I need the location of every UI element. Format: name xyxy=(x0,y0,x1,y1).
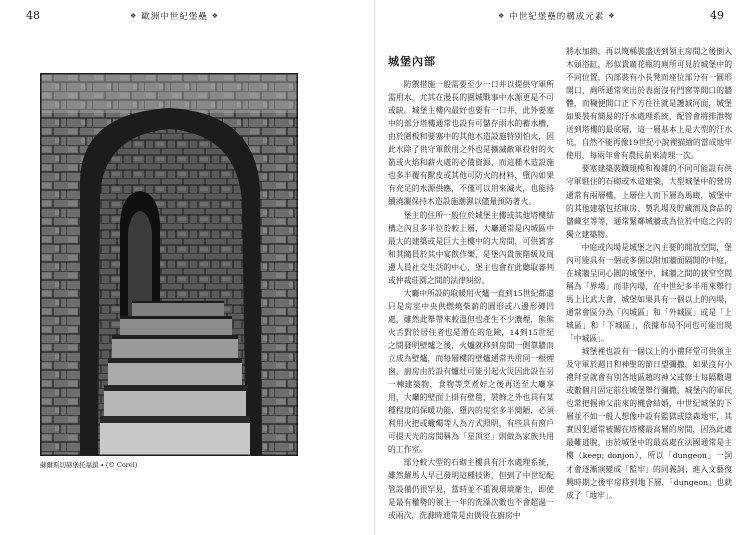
paragraph: 大廳中所設的取暖用火爐一直到15世紀都還只是房室中央供燃燒柴薪的圓形或八邊形磚凹處，雖然此舉帶來較溫但也產生不少濃煙，熊熊火舌對於居住者也是潛在的危險，14到15世紀之間發明壁爐之後，火爐就移到房間一側靠牆而立成為壁爐，而每層樓的壁爐通常共用同一根煙囪，廚房由於設有爐灶可能引起火災因此設在另一棟建築物，食物等烹煮好之後再送至大廳享用，大廳的壁面上掛有壁毯，裝飾之外也具有某種程度的保暖功能，墮內的房室多半簡陋，必須利用火把或蠟燭等人為方式照明，有些具有窗戶可提天光的房間稱為「星頂室」則做為家族共用的工作室。 xyxy=(388,288,554,455)
left-folio: 48 xyxy=(26,9,40,22)
paragraph: 部分較大型的石砌主樓具有汙水處理系統，雖然羅馬人早已發明這種技術，但到了中世紀配管設備仍很罕見，當時並不重視環境衛生，即使是最有權勢的領主一年的洗澡次數也不會超過一或兩次，洗滌時通常是由僕役在廚房中 xyxy=(388,458,554,520)
ornament-icon: ❖ xyxy=(498,12,506,20)
text-column-2 xyxy=(566,45,732,502)
left-running-head xyxy=(130,10,219,22)
section-title-text: 城堡內部 xyxy=(388,55,436,68)
photo-caption: 蘇爾斯切赫堡托福鎖 ∙ (© Corel) xyxy=(40,461,138,469)
ornament-icon: ❖ xyxy=(211,12,220,20)
paragraph: 城堡裡也設有一個以上的小禮拜堂可供領主及守軍於週日和神聖的節日望彌撒，如果沒有小禮拜堂就會有別各地區趙的神父或修士每隔數週或數個月固定前往城堡舉行彌撒，城堡內的軍民也常把握神父前來的機會結婚，中世紀城堡的下層並不如一般人想像中設有監獄或陰森地牢，其實因犯通常被關在塔樓最高層的房間，因為此處最難逃脫，由於城堡中的最高處在法國通常是主樓（keep; donjon），所以「dungeon」一詞才會逐漸演變成「監牢」的同義詞；進入文藝復興時期之後牢房移到地下層，「dungeon」也就成了「地牢」。 xyxy=(566,347,732,500)
left-running-head-text: 歐洲中世紀堡壘 xyxy=(141,12,208,22)
section-title xyxy=(388,55,554,68)
gutter xyxy=(374,0,376,535)
paragraph: 堡主的住所一般位於城堡主樓或其他塔樓結構之內且多半位於較上層，大廳通常是內城區中最大的建築或是巨大主樓中的大房間，可供賓客和其隨員於其中宴飲作樂，是堡內貴族階級及周邊人員社交生活的中心，堡主也會在此聽取審判或仲裁莊園之間的法律糾紛。 xyxy=(388,210,554,285)
ornament-icon: ❖ xyxy=(608,12,616,20)
right-running-head-text: 中世紀堡壘的構成元素 xyxy=(509,12,605,22)
right-folio: 49 xyxy=(710,9,724,22)
ornament-icon: ❖ xyxy=(130,12,138,20)
stone-arch-illustration xyxy=(40,73,298,456)
paragraph: 防禦措施一般需要至少一口井以提供守軍所需用水，尤其在漫長的圍城戰事中水源更是不可或缺。城堡主樓內最好也要有一口井，此外要塞中的部分塔樓通常也設有可儲存雨水的蓄水槽，由於圍板和要塞中的其他木造設施特別怕火，因此水除了供守軍飲用之外也是擴滅敵軍投射的火箭或火焰和薪火處的必備資源，而這種木造設施也多半覆有獸皮或其他可防火的材料，墮內如果有充足的水源供應，不僅可以用來滅火，也能持續澆灑保持木造設施潮濕以儘量預防著火。 xyxy=(388,80,554,207)
castle-stairway-photo xyxy=(40,73,298,456)
stairs xyxy=(100,301,250,456)
paragraph: 將水加熱，再以篾桶裝盛送到領主房間之後倒入木頭浴缸，形似貴廣花瓶的廁所可見於城堡中的不同位置，內部裝有小長凳而座位部分有一圓形開口，廁所通常突出於表面沒有門窗等開口的牆體，而穢便開口正下方往往就是護城河面，城堡如果裝有簡易的汙水處理系統，配管會將排泄物送到塔樓的最底層，這一層基本上是大型的汙水坑，自然不能再像19世紀小說裡描繪的當成地牢使用，每兩年會有農民前來清理一次。 xyxy=(566,47,732,161)
paragraph: 中庭或內場是城堡之內主要的開放空間，堡內可能具有一個或多個以附加牆面隔開的中庭，在城牆呈同心圓的城堡中，城牆之間的狹窄空間稱為「界場」而非內場，在中世紀多半用來舉行馬上比武大會，城堡如果具有一個以上的內場，通常會區分為「內城區」和「外城區」或是「上城區」和「下城區」，依據布局不同也可能出現「中城區」。 xyxy=(566,242,732,344)
paragraph: 要塞建築裝鐵規模和複雜的不同可能設有供守軍駐住的石砌或木造建築，大型城堡中的營房通常有兩層樓，上層住人而下層為馬廄，城堡中的其他建築包括庫房、製乳場及貯藏酒及食品的儲藏室等等，通常緊鄰城牆或為位於中庭之內的獨立建築物。 xyxy=(566,164,732,239)
right-running-head xyxy=(498,10,616,22)
text-column-1 xyxy=(388,45,554,522)
